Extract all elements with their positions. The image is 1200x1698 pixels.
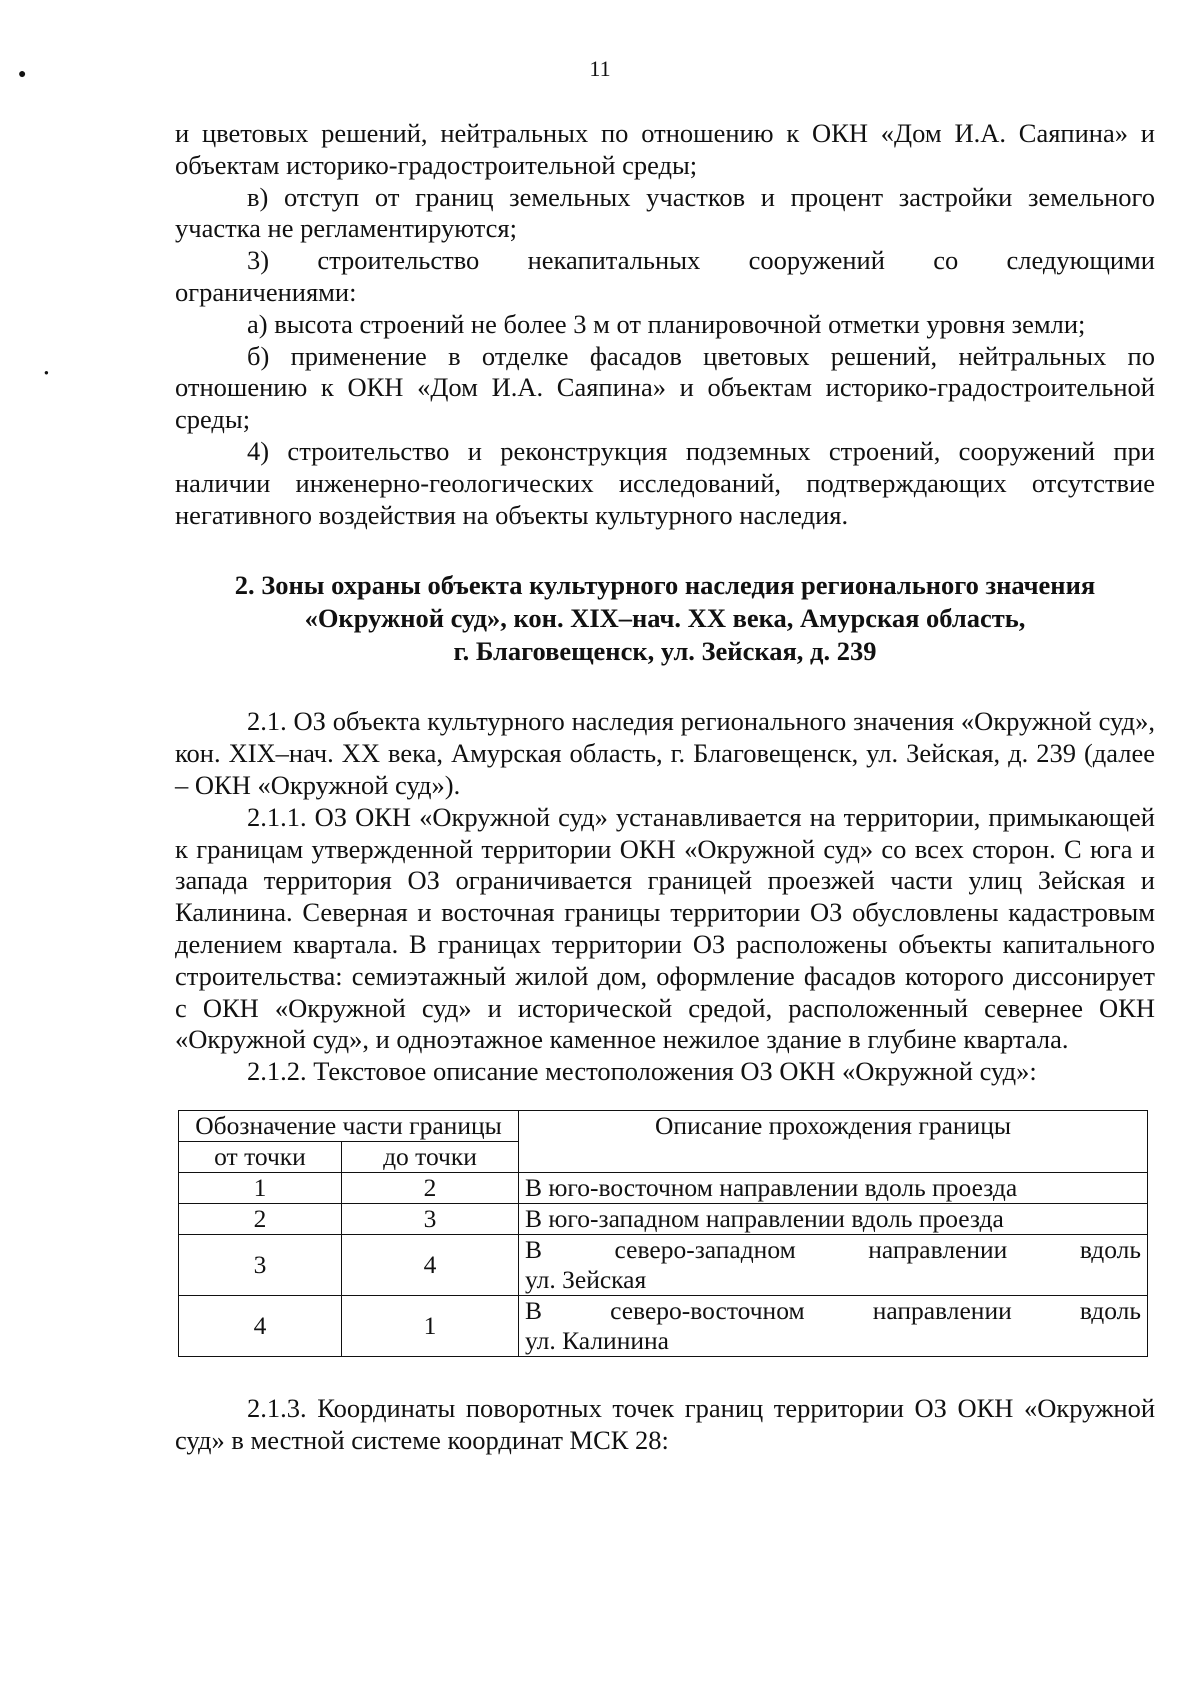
- table-cell: 1: [342, 1295, 519, 1356]
- table-row: [179, 1203, 1148, 1234]
- scan-mark-dot: ●: [44, 368, 49, 377]
- paragraph: 2.1.2. Текстовое описание местоположения ОЗ ОКН «Окружной суд»:: [247, 1056, 1037, 1087]
- table-cell: В юго-восточном направлении вдоль проезда: [519, 1172, 1148, 1203]
- section-heading-line: «Окружной суд», кон. XIX–нач. XX века, Амурская область,: [304, 603, 1026, 634]
- section-heading-line: 2. Зоны охраны объекта культурного наследия регионального значения: [234, 570, 1096, 601]
- table-row: [179, 1295, 1148, 1356]
- table-cell: 3: [342, 1203, 519, 1234]
- table-cell: 2: [179, 1203, 342, 1234]
- document-body: [175, 118, 1155, 1457]
- table-cell: 3: [179, 1234, 342, 1295]
- table-header-cell: Обозначение части границы: [179, 1110, 519, 1141]
- table-cell: [519, 1234, 1148, 1295]
- table-row: [179, 1234, 1148, 1295]
- section-heading: [175, 569, 1155, 668]
- scan-mark-dot: ●: [18, 67, 27, 82]
- paragraph: 2.1. ОЗ объекта культурного наследия регионального значения «Окружной суд», кон. XIX–нач. XX века, Амурская область, г. Благовещенск, ул. Зейская, д. 239 (далее – ОКН «Окружной суд»).: [175, 706, 1155, 800]
- paragraph: б) применение в отделке фасадов цветовых решений, нейтральных по отношению к ОКН «Дом И.А. Саяпина» и объектам историко-градостроительной среды;: [175, 340, 1155, 435]
- page-number: 11: [589, 56, 611, 81]
- paragraph: 2.1.1. ОЗ ОКН «Окружной суд» устанавливается на территории, примыкающей к границам утвержденной территории ОКН «Окружной суд» со всех сторон. С юга и запада территория ОЗ ограничивается границей проезжей части улиц Зейская и Калинина. Северная и восточная границы территории ОЗ обусловлены кадастровым делением квартала. В границах территории ОЗ расположены объекты капитального строительства: семиэтажный жилой дом, оформление фасадов которого диссонирует с ОКН «Окружной суд» и исторической средой, расположенный севернее ОКН «Окружной суд», и одноэтажное каменное нежилое здание в глубине квартала.: [175, 801, 1155, 1055]
- paragraph: и цветовых решений, нейтральных по отношению к ОКН «Дом И.А. Саяпина» и объектам историко-градостроительной среды;: [175, 118, 1155, 180]
- paragraph: 2.1.3. Координаты поворотных точек границ территории ОЗ ОКН «Окружной суд» в местной системе координат МСК 28:: [175, 1392, 1155, 1455]
- table-cell-line: В северо-западном направлении вдоль: [525, 1234, 1141, 1264]
- table-cell-line: ул. Зейская: [525, 1264, 647, 1294]
- paragraph: 4) строительство и реконструкция подземных строений, сооружений при наличии инженерно-геологических исследований, подтверждающих отсутствие негативного воздействия на объекты культурного наследия.: [175, 435, 1155, 530]
- table-cell: 1: [179, 1172, 342, 1203]
- table-header-cell: от точки: [179, 1141, 342, 1172]
- boundary-table: [178, 1110, 1148, 1357]
- table-cell: В юго-западном направлении вдоль проезда: [519, 1203, 1148, 1234]
- paragraph: а) высота строений не более 3 м от планировочной отметки уровня земли;: [247, 308, 1086, 339]
- table-cell-line: ул. Калинина: [525, 1325, 669, 1355]
- table-header-cell: Описание прохождения границы: [519, 1110, 1148, 1172]
- table-row: [179, 1172, 1148, 1203]
- table-cell: 4: [342, 1234, 519, 1295]
- table-header-row: [179, 1110, 1148, 1141]
- table-header-cell: до точки: [342, 1141, 519, 1172]
- table-cell: 4: [179, 1295, 342, 1356]
- paragraph: 3) строительство некапитальных сооружений со следующими ограничениями:: [175, 245, 1155, 307]
- section-heading-line: г. Благовещенск, ул. Зейская, д. 239: [453, 636, 877, 667]
- table-cell-line: В северо-восточном направлении вдоль: [525, 1295, 1141, 1325]
- paragraph: в) отступ от границ земельных участков и процент застройки земельного участка не регламентируются;: [175, 181, 1155, 244]
- table-cell: 2: [342, 1172, 519, 1203]
- table-cell: [519, 1295, 1148, 1356]
